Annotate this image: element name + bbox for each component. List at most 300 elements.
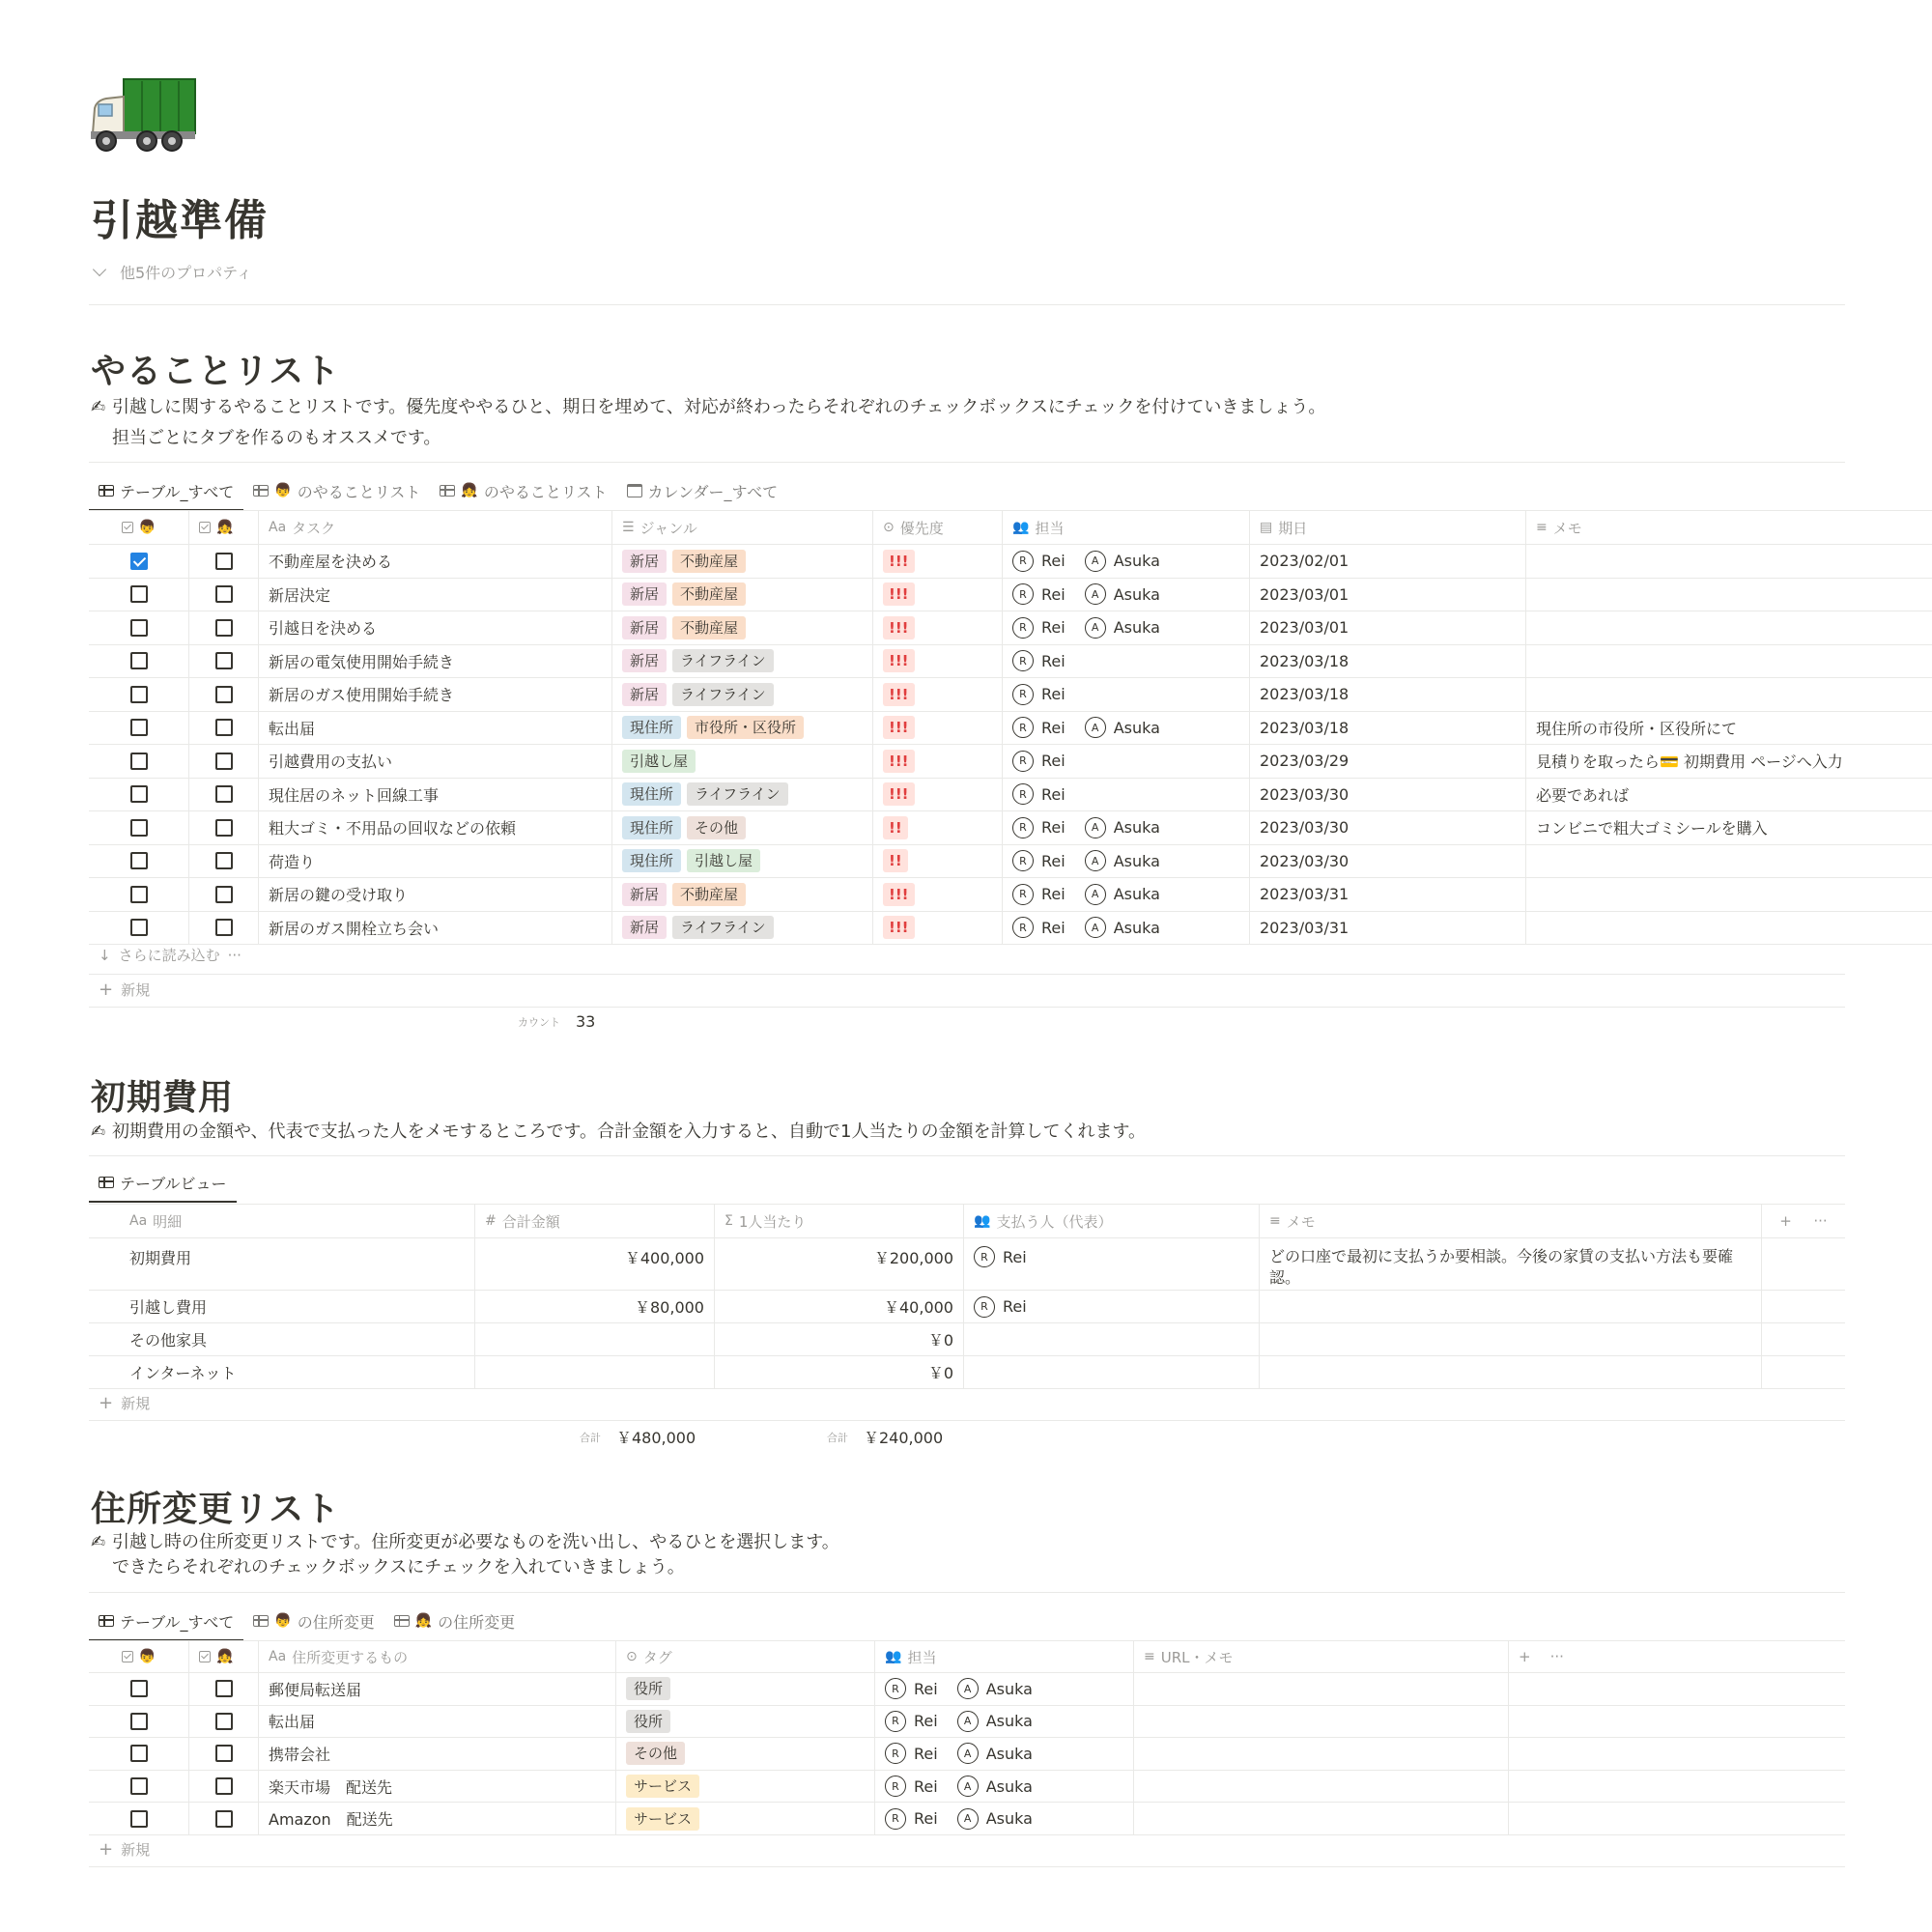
checkbox[interactable] [215, 785, 233, 803]
header-task[interactable]: Aa タスク [259, 511, 612, 544]
url-memo-cell[interactable] [1134, 1738, 1509, 1770]
person-chip [957, 1711, 1033, 1732]
header-total[interactable]: # 合計金額 [475, 1205, 715, 1237]
check-asuka-cell[interactable] [189, 845, 259, 878]
priority-cell[interactable] [873, 545, 1003, 578]
checkbox[interactable] [215, 852, 233, 869]
due-date: 2023/03/30 [1260, 784, 1350, 804]
girl-face-icon: 👧 [461, 483, 478, 498]
tag-cell[interactable] [616, 1706, 875, 1738]
checkbox[interactable] [130, 753, 148, 770]
tag: 新居 [622, 550, 667, 573]
memo-cell[interactable] [1526, 678, 1932, 711]
person-chip [974, 1246, 1027, 1267]
task-cell[interactable] [259, 845, 612, 878]
table-row[interactable] [89, 878, 1932, 912]
select-icon: ⊙ [883, 520, 895, 535]
checkbox[interactable] [130, 719, 148, 736]
person-name: Rei [1041, 584, 1065, 604]
priority-cell[interactable] [873, 779, 1003, 811]
check-rei-cell[interactable] [89, 545, 189, 578]
tab-asuka-address[interactable]: 👧 の住所変更 [384, 1604, 525, 1638]
header-priority[interactable]: ⊙ 優先度 [873, 511, 1003, 544]
person-chip [1085, 884, 1160, 905]
table-row[interactable] [89, 1323, 1845, 1356]
assignee-cell[interactable] [875, 1803, 1134, 1834]
check-asuka-cell[interactable] [189, 1738, 259, 1770]
todo-desc-line2: 担当ごとにタブを作るのもオススメです。 [112, 428, 441, 448]
table-row[interactable] [89, 912, 1932, 946]
checkbox[interactable] [215, 819, 233, 837]
due-cell[interactable] [1250, 712, 1526, 745]
plus-icon: + [99, 1839, 114, 1860]
avatar: A [957, 1678, 979, 1699]
checkbox[interactable] [215, 719, 233, 736]
check-rei-cell[interactable] [89, 611, 189, 644]
due-cell[interactable] [1250, 878, 1526, 911]
check-rei-cell[interactable] [89, 845, 189, 878]
item-cell[interactable] [89, 1291, 475, 1322]
table-row[interactable] [89, 545, 1932, 579]
item-name: 郵便局転送届 [269, 1680, 362, 1699]
check-rei-cell[interactable] [89, 712, 189, 745]
table-row[interactable] [89, 1238, 1845, 1291]
checkbox[interactable] [215, 553, 233, 570]
table-row[interactable] [89, 678, 1932, 712]
check-rei-cell[interactable] [89, 811, 189, 844]
header-memo[interactable]: ≡ メモ [1536, 519, 1582, 537]
table-row[interactable] [89, 645, 1932, 679]
checkbox[interactable] [130, 1777, 148, 1795]
actions-cell [1509, 1706, 1845, 1738]
tab-table-all[interactable]: テーブル_すべて [89, 473, 243, 508]
due-cell[interactable] [1250, 545, 1526, 578]
memo-text: 必要であれば [1536, 785, 1630, 805]
due-cell[interactable] [1250, 811, 1526, 844]
header-genre[interactable]: ☰ ジャンル [612, 511, 873, 544]
check-asuka-cell[interactable] [189, 1706, 259, 1738]
genre-cell[interactable] [612, 912, 873, 945]
check-asuka-cell[interactable] [189, 545, 259, 578]
check-rei-cell[interactable] [89, 1706, 189, 1738]
due-cell[interactable] [1250, 611, 1526, 644]
item-cell[interactable] [89, 1238, 475, 1290]
avatar: R [1012, 650, 1034, 671]
checkbox[interactable] [215, 1745, 233, 1762]
url-memo-cell[interactable] [1134, 1706, 1509, 1738]
due-cell[interactable] [1250, 745, 1526, 778]
assignee-cell[interactable] [875, 1673, 1134, 1705]
load-more-button[interactable]: ↓ さらに読み込む ··· [99, 946, 242, 964]
due-cell[interactable] [1250, 845, 1526, 878]
priority-cell[interactable] [873, 878, 1003, 911]
item-cell[interactable] [89, 1323, 475, 1355]
task-cell[interactable] [259, 645, 612, 678]
memo-cell[interactable] [1526, 712, 1932, 745]
person-name: Rei [1041, 752, 1065, 771]
header-tag[interactable]: ⊙ タグ [616, 1641, 875, 1672]
assignee-cell[interactable] [1003, 545, 1250, 578]
check-asuka-cell[interactable] [189, 811, 259, 844]
total-cell[interactable] [475, 1238, 715, 1290]
table-row[interactable] [89, 845, 1932, 879]
header-assignee[interactable]: 👥 担当 [875, 1641, 1134, 1672]
check-rei-cell[interactable] [89, 912, 189, 945]
more-icon[interactable]: ··· [1813, 1212, 1828, 1230]
checkbox[interactable] [215, 1713, 233, 1730]
memo-cell[interactable] [1260, 1323, 1762, 1355]
genre-cell[interactable] [612, 645, 873, 678]
header-url-memo[interactable]: ≡ URL・メモ [1134, 1641, 1509, 1672]
due-cell[interactable] [1250, 912, 1526, 945]
boy-face-icon: 👦 [274, 1613, 292, 1629]
task-cell[interactable] [259, 712, 612, 745]
genre-cell[interactable] [612, 678, 873, 711]
table-row[interactable] [89, 745, 1932, 779]
genre-cell[interactable] [612, 611, 873, 644]
page-title[interactable]: 引越準備 [91, 196, 269, 245]
add-column-icon[interactable]: + [1779, 1212, 1792, 1230]
genre-cell[interactable] [612, 579, 873, 611]
item-cell[interactable] [259, 1738, 616, 1770]
check-asuka-cell[interactable] [189, 645, 259, 678]
check-asuka-cell[interactable] [189, 878, 259, 911]
assignee-cell[interactable] [875, 1771, 1134, 1803]
header-check-rei[interactable] [89, 1641, 189, 1672]
table-header-row [89, 510, 1932, 545]
tab-rei-address[interactable]: 👦 の住所変更 [243, 1604, 384, 1638]
table-header-row [89, 1640, 1845, 1673]
memo-cell[interactable] [1526, 878, 1932, 911]
table-row[interactable] [89, 1673, 1845, 1706]
table-row[interactable] [89, 1291, 1845, 1323]
genre-cell[interactable] [612, 545, 873, 578]
check-rei-cell[interactable] [89, 645, 189, 678]
address-view-tabs [89, 1604, 525, 1638]
costs-new-row-button[interactable]: + 新規 [99, 1393, 151, 1413]
header-check-asuka[interactable] [189, 1641, 259, 1672]
genre-cell[interactable] [612, 712, 873, 745]
priority-cell[interactable] [873, 845, 1003, 878]
genre-cell[interactable] [612, 745, 873, 778]
item-cell[interactable] [259, 1771, 616, 1803]
todo-section-title[interactable]: やることリスト [91, 352, 341, 391]
check-rei-cell[interactable] [89, 1738, 189, 1770]
checkbox[interactable] [215, 1680, 233, 1697]
checkbox[interactable] [130, 886, 148, 903]
due-cell[interactable] [1250, 779, 1526, 811]
check-rei-cell[interactable] [89, 878, 189, 911]
avatar: A [957, 1743, 979, 1764]
header-item[interactable]: Aa 住所変更するもの [259, 1641, 616, 1672]
assignee-cell[interactable] [875, 1706, 1134, 1738]
total-cell[interactable] [475, 1356, 715, 1388]
due-cell[interactable] [1250, 645, 1526, 678]
tab-rei-list[interactable]: 👦 のやることリスト [243, 473, 430, 508]
avatar: A [1085, 917, 1106, 938]
priority-cell[interactable] [873, 645, 1003, 678]
address-section-title[interactable]: 住所変更リスト [91, 1490, 341, 1529]
person-name: Rei [1003, 1297, 1027, 1316]
tag: 現住所 [622, 782, 681, 806]
per-person-amount: ￥200,000 [873, 1249, 953, 1267]
genre-cell[interactable] [612, 878, 873, 911]
checkbox[interactable] [130, 852, 148, 869]
table-row[interactable] [89, 712, 1932, 746]
checkbox[interactable] [215, 652, 233, 669]
priority-cell[interactable] [873, 678, 1003, 711]
checkbox[interactable] [130, 1713, 148, 1730]
checkbox[interactable] [215, 919, 233, 936]
memo-cell[interactable] [1526, 645, 1932, 678]
checkbox[interactable] [215, 619, 233, 637]
number-icon: # [485, 1213, 497, 1229]
person-name: Asuka [985, 1744, 1033, 1763]
priority-cell[interactable] [873, 579, 1003, 611]
tag: 不動産屋 [672, 883, 746, 906]
person-name: Rei [1041, 784, 1065, 804]
priority-cell[interactable] [873, 611, 1003, 644]
memo-cell[interactable] [1526, 845, 1932, 878]
payer-cell[interactable] [964, 1291, 1260, 1322]
check-rei-cell[interactable] [89, 1673, 189, 1705]
task-cell[interactable] [259, 579, 612, 611]
table-row[interactable] [89, 579, 1932, 612]
priority-cell[interactable] [873, 811, 1003, 844]
more-icon[interactable]: ··· [1549, 1648, 1564, 1665]
check-rei-cell[interactable] [89, 1803, 189, 1834]
avatar: R [1012, 751, 1034, 772]
address-new-row-button[interactable]: + 新規 [99, 1839, 151, 1860]
checkbox[interactable] [130, 1810, 148, 1828]
task-cell[interactable] [259, 745, 612, 778]
table-row[interactable] [89, 779, 1932, 812]
task-cell[interactable] [259, 811, 612, 844]
check-asuka-cell[interactable] [189, 1771, 259, 1803]
assignee-cell[interactable] [1003, 745, 1250, 778]
check-asuka-cell[interactable] [189, 678, 259, 711]
checkbox[interactable] [215, 886, 233, 903]
assignee-cell[interactable] [1003, 811, 1250, 844]
checkbox-icon [199, 522, 211, 533]
todo-new-row-button[interactable]: + 新規 [99, 980, 151, 1000]
checkbox[interactable] [130, 785, 148, 803]
person-name: Rei [1041, 618, 1065, 638]
check-rei-cell[interactable] [89, 579, 189, 611]
avatar: R [885, 1711, 906, 1732]
per-person-cell[interactable] [715, 1238, 964, 1290]
tab-calendar-all[interactable]: カレンダー_すべて [617, 473, 788, 508]
costs-sum-total[interactable]: 合計 ￥480,000 [580, 1429, 696, 1447]
check-asuka-cell[interactable] [189, 1673, 259, 1705]
checkbox[interactable] [215, 1810, 233, 1828]
genre-cell[interactable] [612, 811, 873, 844]
tag-cell[interactable] [616, 1738, 875, 1770]
item-cell[interactable] [259, 1673, 616, 1705]
check-asuka-cell[interactable] [189, 611, 259, 644]
check-rei-cell[interactable] [89, 745, 189, 778]
add-column-icon[interactable]: + [1519, 1648, 1531, 1665]
genre-cell[interactable] [612, 779, 873, 811]
costs-view-tabs [89, 1165, 237, 1200]
person-chip [1012, 884, 1065, 905]
memo-cell[interactable] [1526, 611, 1932, 644]
item-cell[interactable] [259, 1706, 616, 1738]
url-memo-cell[interactable] [1134, 1803, 1509, 1834]
costs-sum-per[interactable]: 合計 ￥240,000 [827, 1429, 944, 1447]
assignee-cell[interactable] [1003, 878, 1250, 911]
memo-cell[interactable] [1260, 1356, 1762, 1388]
checkbox[interactable] [130, 585, 148, 603]
total-amount: ￥400,000 [624, 1249, 704, 1267]
avatar: R [1012, 551, 1034, 572]
url-memo-cell[interactable] [1134, 1771, 1509, 1803]
header-item[interactable]: Aa 明細 [89, 1205, 475, 1237]
costs-description[interactable]: ✍ 初期費用の金額や、代表で支払った人をメモするところです。合計金額を入力すると、自動で1人当たりの金額を計算してくれます。 [91, 1117, 1146, 1148]
actions-cell [1509, 1803, 1845, 1834]
task-cell[interactable] [259, 678, 612, 711]
tag-cell[interactable] [616, 1803, 875, 1834]
table-icon [99, 485, 114, 497]
memo-cell[interactable] [1526, 779, 1932, 811]
memo-cell[interactable] [1526, 811, 1932, 844]
tag-cell[interactable] [616, 1771, 875, 1803]
check-rei-cell[interactable] [89, 779, 189, 811]
assignee-cell[interactable] [1003, 678, 1250, 711]
checkbox[interactable] [215, 753, 233, 770]
task-cell[interactable] [259, 545, 612, 578]
task-cell[interactable] [259, 779, 612, 811]
table-row[interactable] [89, 1356, 1845, 1389]
table-icon [99, 1615, 114, 1627]
payer-cell[interactable] [964, 1356, 1260, 1388]
person-chip [885, 1678, 938, 1699]
check-asuka-cell[interactable] [189, 1803, 259, 1834]
due-date: 2023/03/18 [1260, 685, 1350, 704]
memo-cell[interactable] [1526, 579, 1932, 611]
arrow-down-icon: ↓ [99, 946, 111, 964]
priority-cell[interactable] [873, 912, 1003, 945]
table-row[interactable] [89, 1738, 1845, 1771]
per-person-amount: ￥40,000 [884, 1298, 953, 1317]
memo-cell[interactable] [1526, 745, 1932, 778]
table-row[interactable] [89, 611, 1932, 645]
priority-cell[interactable] [873, 745, 1003, 778]
assignee-cell[interactable] [1003, 579, 1250, 611]
chevron-down-icon [93, 262, 106, 275]
checkbox[interactable] [130, 619, 148, 637]
tag-cell[interactable] [616, 1673, 875, 1705]
checkbox-checked[interactable] [130, 553, 148, 570]
total-cell[interactable] [475, 1291, 715, 1322]
assignee-cell[interactable] [1003, 611, 1250, 644]
tab-asuka-list[interactable]: 👧 のやることリスト [430, 473, 616, 508]
checkbox[interactable] [215, 686, 233, 703]
task-cell[interactable] [259, 912, 612, 945]
text-icon: ≡ [1144, 1649, 1155, 1664]
task-cell[interactable] [259, 611, 612, 644]
checkbox[interactable] [130, 1745, 148, 1762]
check-rei-cell[interactable] [89, 1771, 189, 1803]
properties-toggle[interactable] [95, 261, 252, 283]
assignee-cell[interactable] [1003, 779, 1250, 811]
checkbox[interactable] [130, 819, 148, 837]
priority-cell[interactable] [873, 712, 1003, 745]
tag: サービス [626, 1807, 699, 1831]
assignee-cell[interactable] [1003, 645, 1250, 678]
per-person-cell[interactable] [715, 1323, 964, 1355]
task-name: 転出届 [269, 719, 316, 738]
check-asuka-cell[interactable] [189, 579, 259, 611]
total-cell[interactable] [475, 1323, 715, 1355]
header-assignee[interactable]: 👥 担当 [1003, 511, 1250, 544]
tab-table-all[interactable]: テーブル_すべて [89, 1604, 243, 1638]
header-memo[interactable]: ≡ メモ [1260, 1205, 1762, 1237]
assignee-cell[interactable] [875, 1738, 1134, 1770]
tag: その他 [626, 1742, 685, 1765]
avatar: A [1085, 617, 1106, 639]
check-asuka-cell[interactable] [189, 745, 259, 778]
memo-cell[interactable] [1260, 1291, 1762, 1322]
memo-cell[interactable] [1526, 545, 1932, 578]
header-per-person[interactable]: Σ 1人当たり [715, 1205, 964, 1237]
checkbox[interactable] [215, 1777, 233, 1795]
todo-description[interactable] [91, 392, 1325, 454]
assignee-cell[interactable] [1003, 845, 1250, 878]
per-person-cell[interactable] [715, 1356, 964, 1388]
table-row[interactable] [89, 811, 1932, 845]
due-cell[interactable] [1250, 678, 1526, 711]
url-memo-cell[interactable] [1134, 1673, 1509, 1705]
checkbox[interactable] [215, 585, 233, 603]
tab-table-view[interactable]: テーブルビュー [89, 1165, 237, 1200]
header-check-rei[interactable] [89, 511, 189, 544]
table-row[interactable] [89, 1803, 1845, 1835]
header-payer[interactable]: 👥 支払う人（代表） [964, 1205, 1260, 1237]
todo-count[interactable]: カウント 33 [518, 1012, 596, 1031]
header-check-asuka[interactable] [189, 511, 259, 544]
costs-section-title[interactable]: 初期費用 [91, 1078, 235, 1118]
check-asuka-cell[interactable] [189, 712, 259, 745]
payer-cell[interactable] [964, 1323, 1260, 1355]
assignee-cell[interactable] [1003, 912, 1250, 945]
checkbox[interactable] [130, 652, 148, 669]
genre-cell[interactable] [612, 845, 873, 878]
memo-cell[interactable] [1260, 1238, 1762, 1290]
task-cell[interactable] [259, 878, 612, 911]
check-rei-cell[interactable] [89, 678, 189, 711]
checkbox[interactable] [130, 686, 148, 703]
due-cell[interactable] [1250, 579, 1526, 611]
table-row[interactable] [89, 1771, 1845, 1804]
item-cell[interactable] [259, 1803, 616, 1834]
per-person-cell[interactable] [715, 1291, 964, 1322]
payer-cell[interactable] [964, 1238, 1260, 1290]
avatar: R [1012, 783, 1034, 805]
address-description[interactable]: ✍ 引越し時の住所変更リストです。住所変更が必要なものを洗い出し、やるひとを選択します。 できたらそれぞれのチェックボックスにチェックを入れていきましょう。 [91, 1532, 839, 1577]
person-name: Asuka [985, 1809, 1033, 1829]
item-cell[interactable] [89, 1356, 475, 1388]
truck-icon[interactable] [89, 77, 197, 153]
check-asuka-cell[interactable] [189, 779, 259, 811]
check-asuka-cell[interactable] [189, 912, 259, 945]
assignee-cell[interactable] [1003, 712, 1250, 745]
header-due[interactable]: ▤ 期日 [1250, 511, 1526, 544]
table-row[interactable] [89, 1706, 1845, 1739]
memo-cell[interactable] [1526, 912, 1932, 945]
checkbox[interactable] [130, 919, 148, 936]
checkbox[interactable] [130, 1680, 148, 1697]
